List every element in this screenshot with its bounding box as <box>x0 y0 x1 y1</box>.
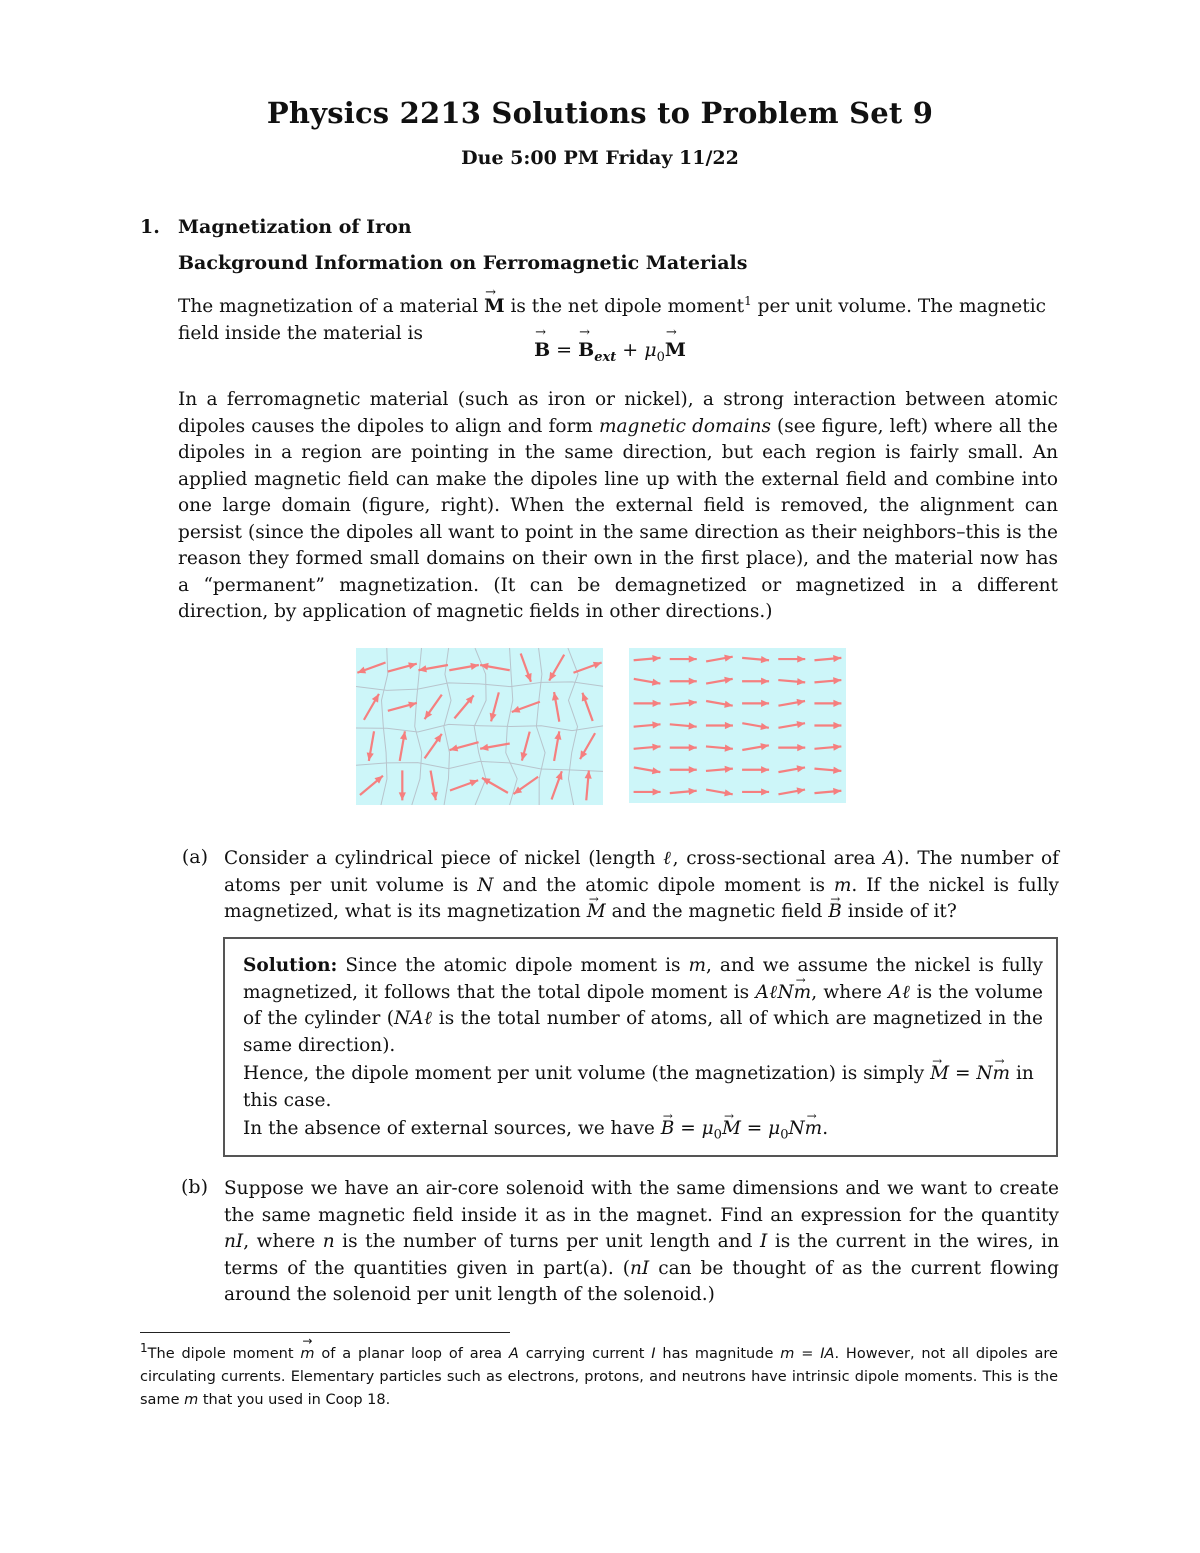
footnote-rule <box>140 1332 510 1333</box>
solution-box <box>223 937 1058 1157</box>
page-title: Physics 2213 Solutions to Problem Set 9 <box>266 96 934 130</box>
figure-background <box>629 648 846 803</box>
part-a-label: (a) <box>181 846 208 868</box>
solution-paragraph-3: In the absence of external sources, we have → $B = \mu_0\to M = \mu_0N\to m$. <box>243 1116 1043 1149</box>
footnote-ref: 1 <box>744 294 752 308</box>
field-equation: → B = → $B_{ext} + \mu_0\to M$ <box>0 339 1200 365</box>
magnetization-vector: → M <box>484 294 504 321</box>
part-b-question: Suppose we have an air-core solenoid with the same dimensions and we want to create the same magnetic field inside it as in the magnet. Find an expression for the quantity nI, where n is the number of turns per unit length and I is the current in the wires, in terms of the quantities given in part(a). (nI can be thought of as the current flowing around the solenoid per unit length of the solenoid.) <box>224 1178 1059 1305</box>
part-a-question: Consider a cylindrical piece of nickel (length ℓ, cross-sectional area A). The number of atoms per unit volume is N and the atomic dipole moment is m. If the nickel is fully magnetized, what is its magnetization → M and the magnetic field → B inside of it? <box>224 846 1059 926</box>
figure-background <box>356 648 603 805</box>
domain-figure-unmagnetized <box>356 648 603 805</box>
domain-figure-magnetized <box>629 648 846 803</box>
solution-paragraph-1: Solution: Since the atomic dipole moment is m, and we assume the nickel is fully magnetized, it follows that the total dipole moment is AℓN→ m, where Aℓ is the volume of the cylinder (NAℓ is the total number of atoms, all of which are magnetized in the same direction). <box>243 953 1043 1059</box>
ferromagnet-paragraph: In a ferromagnetic material (such as iron or nickel), a strong interaction between atomic dipoles causes the dipoles to align and form magnetic domains (see figure, left) where all the dipoles in a region are pointing in the same direction, but each region is fairly small. An applied magnetic field can make the dipoles line up with the external field and combine into one large domain (figure, right). When the external field is removed, the alignment can persist (since the dipoles all want to point in the same direction as their neighbors–this is the reason they formed small domains on their own in the first place), and the material now has a “permanent” magnetization. (It can be demagnetized or magnetized in a different direction, by application of magnetic fields in other directions.) <box>178 389 1058 622</box>
intro-paragraph: The magnetization of a material → M is the net dipole moment$^1$ per unit volume. The magnetic field inside the material is <box>178 288 1058 347</box>
problem-number: 1. <box>140 216 160 238</box>
due-date: Due 5:00 PM Friday 11/22 <box>461 147 739 169</box>
solution-label: Solution: <box>243 955 338 976</box>
part-b-label: (b) <box>181 1176 208 1198</box>
solution-paragraph-2: Hence, the dipole moment per unit volume (the magnetization) is simply → M = N→ m in this case. <box>243 1061 1043 1114</box>
footnote: $^1$The dipole moment → m of a planar loop of area A carrying current I has magnitude m = IA. However, not all dipoles are circulating currents. Elementary particles such as electrons, protons, and neutrons have intrinsic dipole moments. This is the same m that you used in Coop 18. <box>140 1337 1058 1412</box>
problem-heading: Magnetization of Iron <box>178 216 412 238</box>
background-heading: Background Information on Ferromagnetic Materials <box>178 252 748 274</box>
